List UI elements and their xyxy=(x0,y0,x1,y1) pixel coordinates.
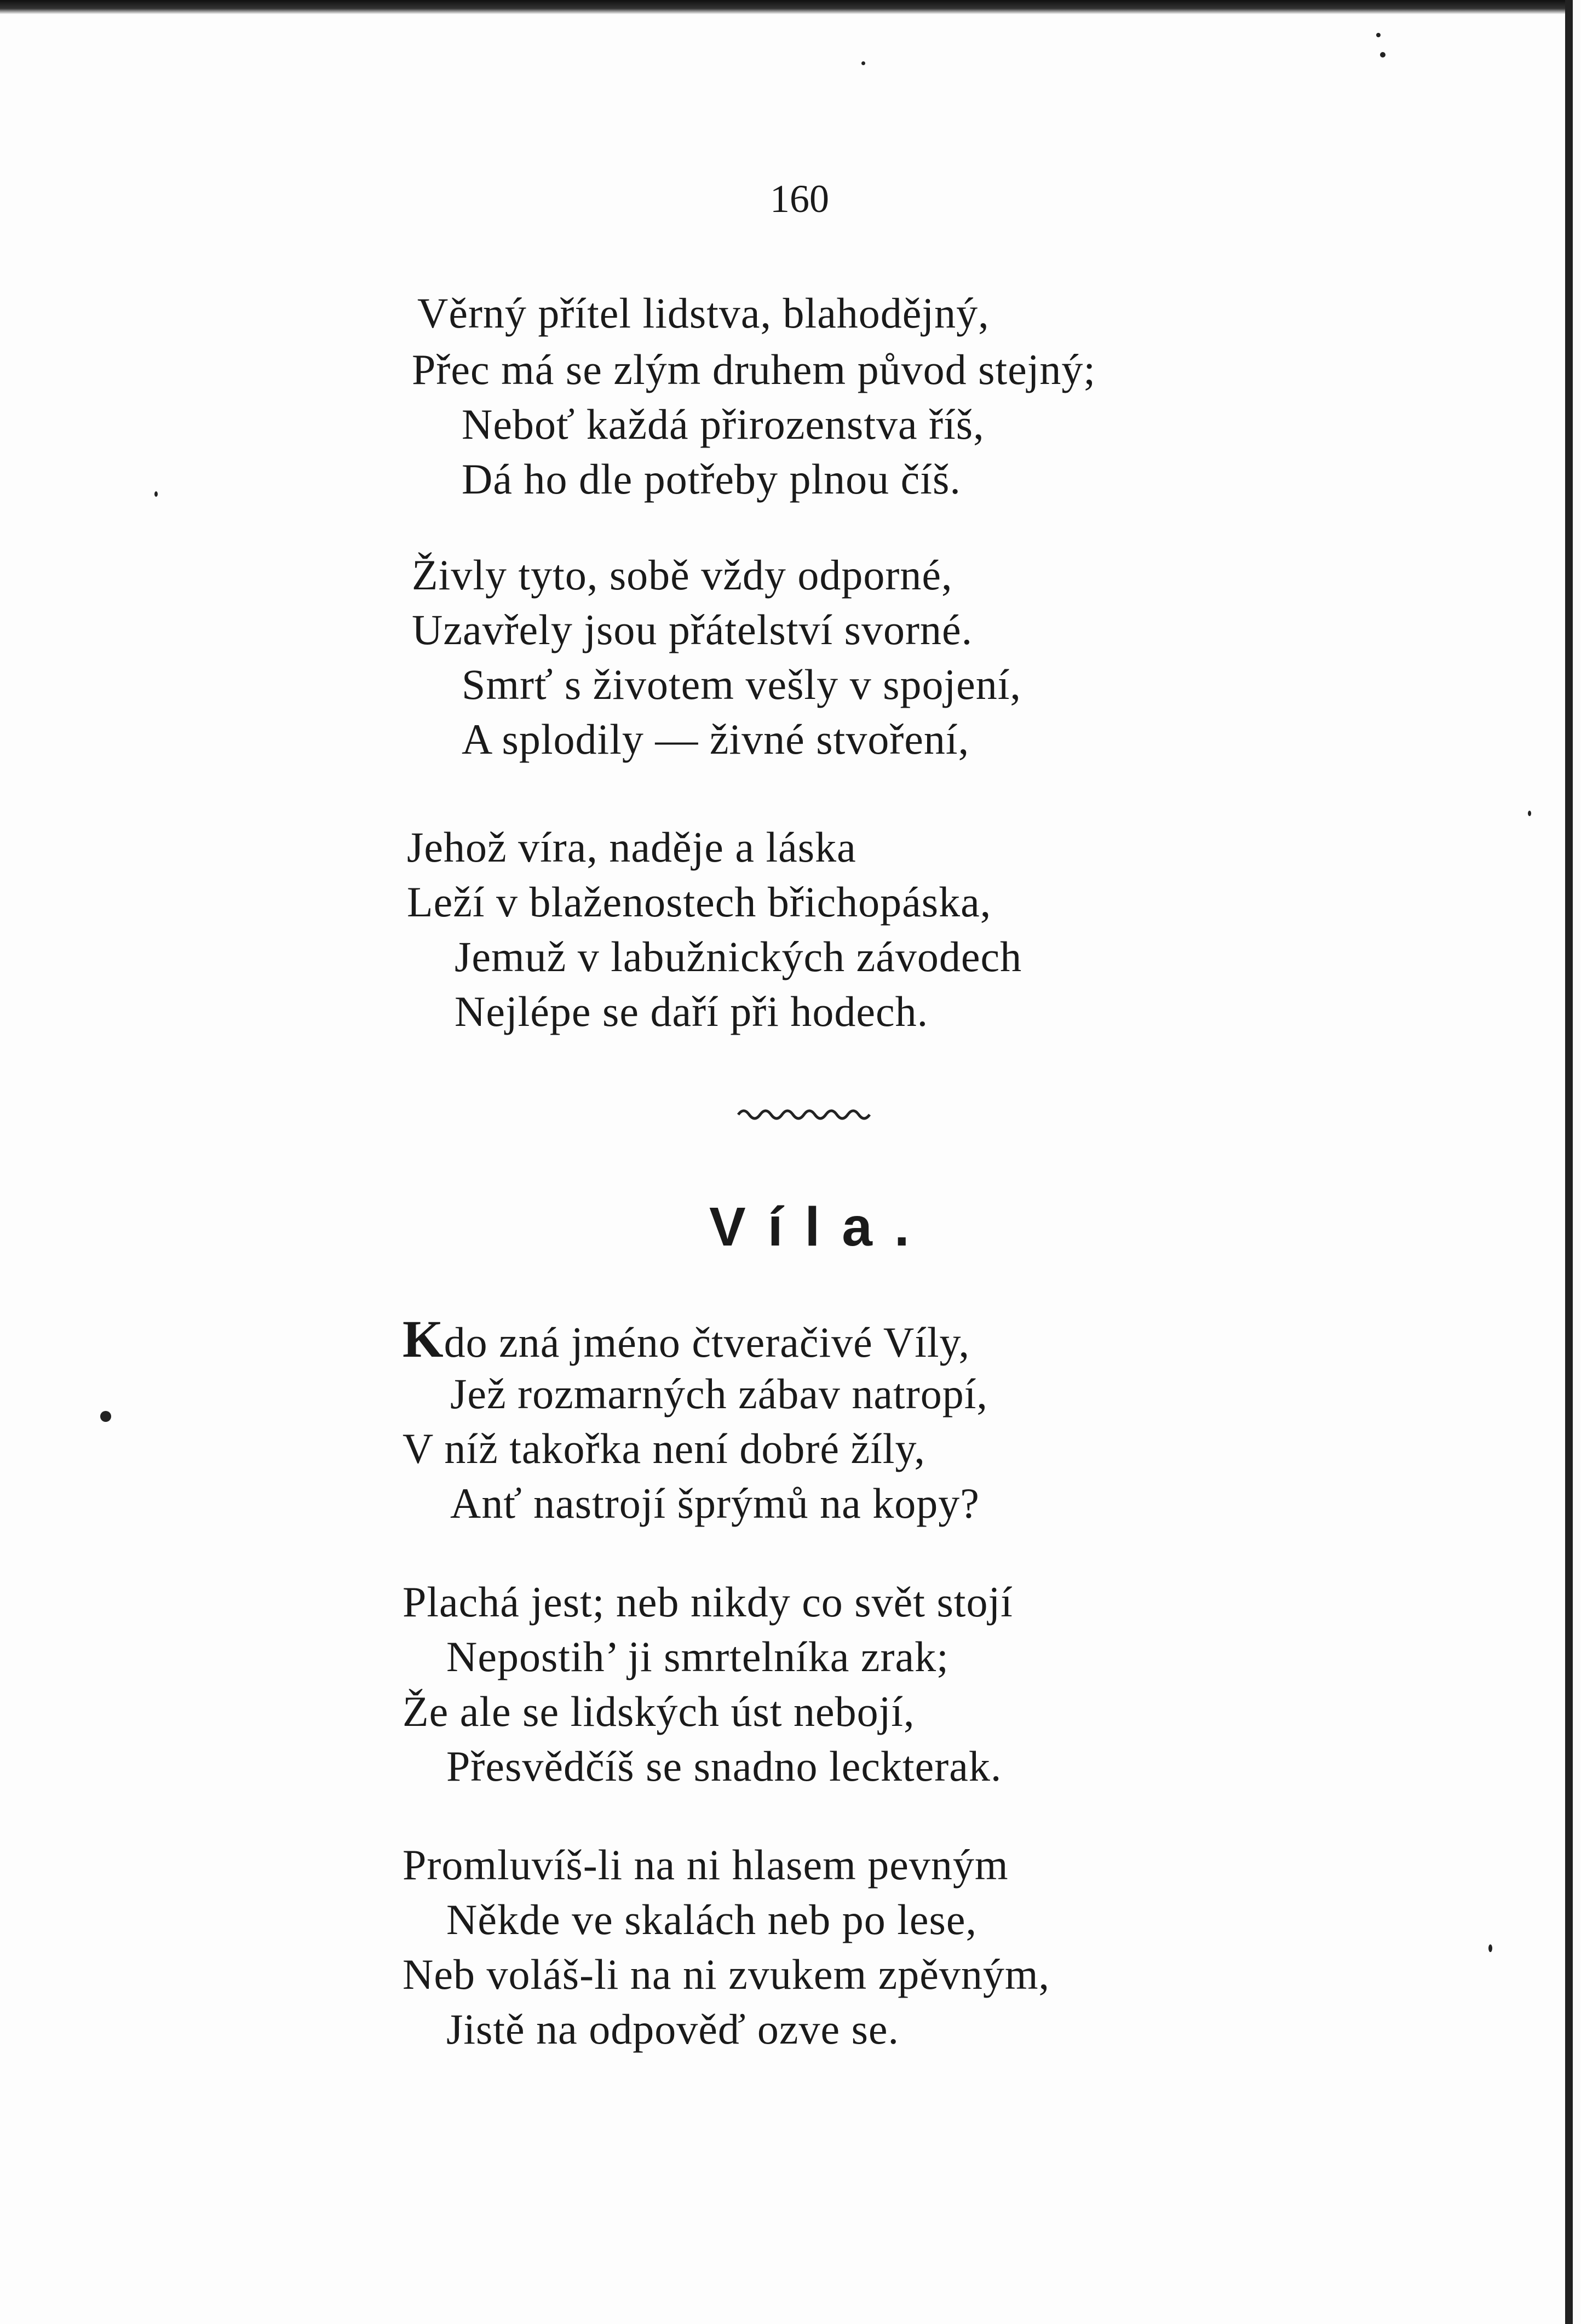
scan-speck xyxy=(1528,811,1531,816)
scan-speck xyxy=(861,61,865,65)
poem-title: Víla. xyxy=(709,1196,932,1258)
verse-line: Přec má se zlým druhem původ stejný; xyxy=(412,346,1096,393)
scan-margin-right xyxy=(1573,0,1581,2324)
scan-speck xyxy=(1380,52,1385,58)
verse-line: Smrť s životem vešly v spojení, xyxy=(462,661,1021,708)
verse-line: Někde ve skalách neb po lese, xyxy=(446,1896,977,1943)
verse-line: Že ale se lidských úst nebojí, xyxy=(403,1688,915,1735)
verse-line: Živly tyto, sobě vždy odporné, xyxy=(412,551,953,599)
scan-speck xyxy=(154,491,158,497)
scan-speck xyxy=(1376,33,1381,37)
verse-line-first-text: do zná jméno čtveračivé Víly, xyxy=(444,1318,970,1366)
verse-line: Neb voláš-li na ni zvukem zpěvným, xyxy=(403,1950,1050,1998)
scan-edge-right xyxy=(1565,0,1573,2324)
verse-line: Jemuž v labužnických závodech xyxy=(455,933,1022,980)
verse-line: Dá ho dle potřeby plnou číš. xyxy=(462,455,961,503)
verse-line: A splodily — živné stvoření, xyxy=(462,715,970,763)
verse-line: V níž takořka není dobré žíly, xyxy=(403,1425,925,1472)
page-number: 160 xyxy=(770,177,829,221)
verse-line: Neboť každá přirozenstva říš, xyxy=(462,400,985,448)
verse-line: Uzavřely jsou přátelství svorné. xyxy=(412,606,973,653)
drop-capital: K xyxy=(403,1310,444,1368)
verse-line: Nepostih’ ji smrtelníka zrak; xyxy=(446,1633,949,1680)
verse-line: Anť nastrojí šprýmů na kopy? xyxy=(450,1479,980,1527)
scan-edge-top xyxy=(0,0,1581,14)
verse-line: Nejlépe se daří při hodech. xyxy=(455,988,929,1035)
verse-line: Plachá jest; neb nikdy co svět stojí xyxy=(403,1578,1013,1626)
verse-line: Leží v blaženostech břichopáska, xyxy=(407,878,992,926)
verse-line-first xyxy=(403,1312,970,1370)
verse-line: Promluvíš-li na ni hlasem pevným xyxy=(403,1841,1009,1889)
verse-line: Věrný přítel lidstva, blahodějný, xyxy=(417,289,990,337)
scan-speck xyxy=(100,1411,111,1422)
verse-line: Přesvědčíš se snadno leckterak. xyxy=(446,1742,1002,1790)
wavy-line-divider-icon xyxy=(735,1104,872,1126)
verse-line: Jistě na odpověď ozve se. xyxy=(446,2005,900,2053)
verse-line: Jehož víra, naděje a láska xyxy=(407,823,856,871)
scan-speck xyxy=(1488,1944,1492,1952)
verse-line: Jež rozmarných zábav natropí, xyxy=(450,1370,988,1418)
